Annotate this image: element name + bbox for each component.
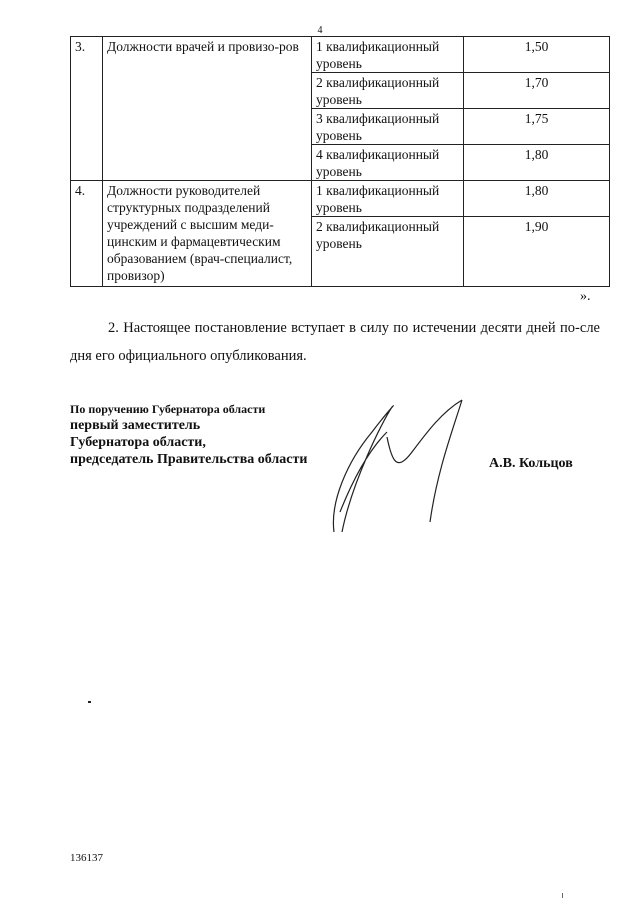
corner-mark xyxy=(562,893,563,898)
row-number: 4. xyxy=(71,181,103,287)
row-number: 3. xyxy=(71,37,103,181)
signatory-line: первый заместитель xyxy=(70,418,201,433)
qualification-level: 1 квалификационный уровень xyxy=(312,37,464,73)
signatory-line: По поручению Губернатора области xyxy=(70,402,266,416)
qualification-level: 2 квалификационный уровень xyxy=(312,73,464,109)
signatory-line: председатель Правительства области xyxy=(70,452,308,467)
coefficient-value: 1,80 xyxy=(464,145,610,181)
position-title: Должности руководителей структурных подразделений учреждений с высшим меди-цинским и фармацевтическим образованием (врач-специалист, провизор) xyxy=(103,181,312,287)
table-row xyxy=(71,181,610,217)
coefficient-value: 1,90 xyxy=(464,217,610,287)
position-title: Должности врачей и провизо-ров xyxy=(103,37,312,181)
qualification-table xyxy=(70,36,610,287)
qualification-level: 3 квалификационный уровень xyxy=(312,109,464,145)
coefficient-value: 1,80 xyxy=(464,181,610,217)
coefficient-value: 1,75 xyxy=(464,109,610,145)
closing-quote: ». xyxy=(580,289,591,304)
coefficient-value: 1,50 xyxy=(464,37,610,73)
body-paragraph: 2. Настоящее постановление вступает в силу по истечении десяти дней по-сле дня его официального опубликования. xyxy=(70,320,600,364)
signatory-block xyxy=(70,402,307,468)
handwritten-signature xyxy=(312,392,472,542)
document-code: 136137 xyxy=(70,852,103,864)
qualification-level: 2 квалификационный уровень xyxy=(312,217,464,287)
stray-mark xyxy=(88,701,91,703)
qualification-level: 4 квалификационный уровень xyxy=(312,145,464,181)
table-row xyxy=(71,37,610,73)
qualification-level: 1 квалификационный уровень xyxy=(312,181,464,217)
page-number: 4 xyxy=(317,25,323,36)
signatory-line: Губернатора области, xyxy=(70,435,206,450)
signatory-name: А.В. Кольцов xyxy=(489,456,573,471)
coefficient-value: 1,70 xyxy=(464,73,610,109)
